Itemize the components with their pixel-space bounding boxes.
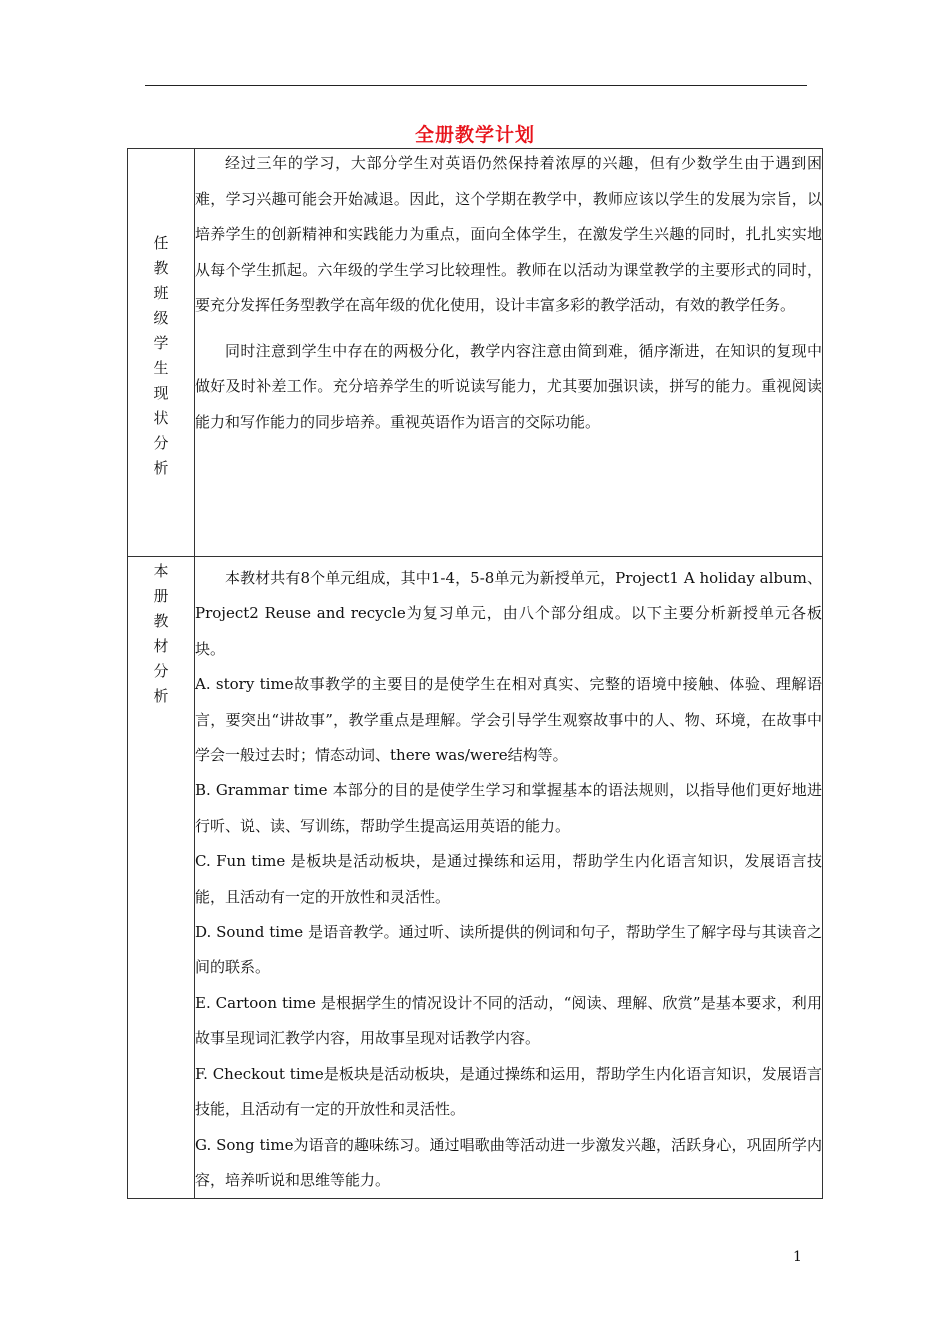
table-row-student-analysis [128,149,823,557]
row-label-textbook-analysis: 本册教材分析 [153,562,169,705]
textbook-item-a: A. story time故事教学的主要目的是使学生在相对真实、完整的语境中接触、体验、理解语言，要突出“讲故事”，教学重点是理解。学会引导学生观察故事中的人、物、环境，在故事中学会一般过去时；情态动词、there was/were结构等。 [195,675,822,765]
row-label-cell [128,557,195,1199]
student-analysis-paragraph-1: 经过三年的学习，大部分学生对英语仍然保持着浓厚的兴趣，但有少数学生由于遇到困难，学习兴趣可能会开始减退。因此，这个学期在教学中，教师应该以学生的发展为宗旨，以培养学生的创新精神和实践能力为重点，面向全体学生，在激发学生兴趣的同时，扎扎实实地从每个学生抓起。六年级的学生学习比较理性。教师在以活动为课堂教学的主要形式的同时，要充分发挥任务型教学在高年级的优化使用，设计丰富多彩的教学活动，有效的教学任务。 [195,154,822,314]
table-row-textbook-analysis [128,557,823,1199]
row-label-student-analysis: 任教班级学生现状分析 [153,234,169,477]
page-number: 1 [793,1249,802,1265]
row-label-cell [128,149,195,557]
textbook-item-e: E. Cartoon time 是根据学生的情况设计不同的活动，“阅读、理解、欣赏”是基本要求，利用故事呈现词汇教学内容，用故事呈现对话教学内容。 [195,993,822,1048]
textbook-item-c: C. Fun time 是板块是活动板块，是通过操练和运用，帮助学生内化语言知识，发展语言技能，且活动有一定的开放性和灵活性。 [195,852,822,906]
student-analysis-paragraph-2: 同时注意到学生中存在的两极分化，教学内容注意由简到难，循序渐进，在知识的复现中做好及时补差工作。充分培养学生的听说读写能力，尤其要加强识读，拼写的能力。重视阅读能力和写作能力的同步培养。重视英语作为语言的交际功能。 [195,341,822,431]
textbook-item-d: D. Sound time 是语音教学。通过听、读所提供的例词和句子，帮助学生了解字母与其读音之间的联系。 [195,923,822,977]
textbook-item-b: B. Grammar time 本部分的目的是使学生学习和掌握基本的语法规则，以指导他们更好地进行听、说、读、写训练，帮助学生提高运用英语的能力。 [195,781,822,835]
row-content-student-analysis [195,149,823,557]
header-rule [145,85,807,86]
textbook-item-f: F. Checkout time是板块是活动板块，是通过操练和运用，帮助学生内化语言知识，发展语言技能，且活动有一定的开放性和灵活性。 [195,1064,822,1119]
textbook-intro-paragraph: 本教材共有8个单元组成，其中1-4，5-8单元为新授单元，Project1 A holiday album、Project2 Reuse and recycle为复习单元，由八个部分组成。以下主要分析新授单元各板块。 [195,569,822,658]
textbook-item-g: G. Song time为语音的趣味练习。通过唱歌曲等活动进一步激发兴趣，活跃身心，巩固所学内容，培养听说和思维等能力。 [195,1135,822,1189]
row-content-textbook-analysis [195,557,823,1199]
teaching-plan-table [127,148,823,1199]
document-title: 全册教学计划 [414,124,535,146]
